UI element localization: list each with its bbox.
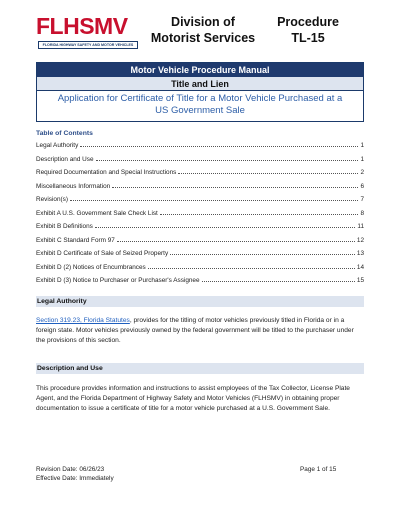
toc-entry-page: 1	[360, 142, 364, 149]
toc-heading: Table of Contents	[36, 130, 93, 137]
page-number: Page 1 of 15	[300, 466, 337, 473]
toc-entry[interactable]	[36, 264, 364, 278]
toc-entry-page: 15	[356, 277, 364, 284]
toc-leader-dots	[148, 268, 355, 269]
toc-leader-dots	[95, 227, 356, 228]
toc-entry-label: Exhibit A U.S. Government Sale Check List	[36, 209, 158, 217]
toc-entry[interactable]	[36, 223, 364, 237]
toc-entry[interactable]	[36, 169, 364, 183]
document-title: Application for Certificate of Title for a Motor Vehicle Purchased at a US Government Sale	[37, 91, 363, 121]
toc-entry-page: 12	[356, 236, 364, 244]
procedure-heading	[276, 14, 340, 46]
toc-entry[interactable]	[36, 250, 364, 264]
toc-entry-label: Legal Authority	[36, 142, 79, 149]
toc-entry-page: 14	[356, 263, 364, 271]
toc-entry-page: 13	[356, 250, 364, 257]
toc-leader-dots	[202, 281, 355, 282]
section-title: Title and Lien	[37, 77, 363, 91]
effective-date: Effective Date: Immediately	[36, 475, 114, 482]
toc-entry-label: Description and Use	[36, 155, 94, 163]
toc-leader-dots	[112, 187, 358, 188]
toc-entry[interactable]	[36, 156, 364, 170]
revision-date: Revision Date: 06/26/23	[36, 466, 105, 473]
toc-entry-label: Exhibit D (3) Notice to Purchaser or Purchaser's Assignee	[36, 277, 200, 284]
toc-leader-dots	[170, 254, 355, 255]
toc-entry-page: 6	[360, 182, 364, 190]
toc-entry-page: 11	[357, 223, 364, 230]
toc-entry-page: 8	[360, 209, 364, 217]
toc-entry-label: Exhibit C Standard Form 97	[36, 236, 115, 244]
legal-authority-text: , provides for the titling of motor vehicles previously titled in Florida or in a foreign state. Motor vehicles previously owned by the federal government will be titled to the purchaser under the provisions of this section.	[36, 317, 354, 344]
procedure-line2: TL-15	[291, 31, 325, 45]
division-line2: Motorist Services	[150, 31, 256, 45]
toc-entry[interactable]	[36, 142, 364, 156]
footer-dates	[36, 465, 114, 483]
toc-leader-dots	[117, 241, 355, 242]
toc-entry[interactable]	[36, 277, 364, 291]
procedure-line1: Procedure	[277, 15, 339, 29]
toc-entry-label: Exhibit D Certificate of Sale of Seized Property	[36, 250, 169, 257]
toc-leader-dots	[80, 146, 358, 147]
legal-authority-paragraph	[36, 316, 364, 346]
logo-tagline: FLORIDA HIGHWAY SAFETY AND MOTOR VEHICLES	[38, 41, 138, 49]
toc-leader-dots	[178, 173, 358, 174]
flhsmv-logo	[36, 14, 140, 52]
toc-entry-label: Exhibit D (2) Notices of Encumbrances	[36, 263, 146, 271]
toc-entry-page: 7	[360, 196, 364, 203]
toc-entry[interactable]	[36, 237, 364, 251]
toc-entry-label: Required Documentation and Special Instructions	[36, 169, 177, 176]
toc-entry[interactable]	[36, 183, 364, 197]
description-heading: Description and Use	[36, 363, 364, 374]
legal-authority-heading: Legal Authority	[36, 296, 364, 307]
toc-leader-dots	[96, 160, 359, 161]
toc-entry[interactable]	[36, 210, 364, 224]
toc-entry-label: Exhibit B Definitions	[36, 223, 93, 230]
manual-title: Motor Vehicle Procedure Manual	[37, 63, 363, 77]
toc-entry-page: 2	[360, 169, 364, 176]
table-of-contents	[36, 142, 364, 291]
toc-entry-label: Revision(s)	[36, 196, 68, 203]
toc-entry[interactable]	[36, 196, 364, 210]
logo-wordmark: FLHSMV	[36, 13, 128, 39]
toc-entry-label: Miscellaneous Information	[36, 182, 111, 190]
description-paragraph: This procedure provides information and instructions to assist employees of the Tax Collector, License Plate Agent, and the Florida Department of Highway Safety and Motor Vehicles (FLHSMV) in obtaining proper documentation to issue a certificate of title for a motor vehicle purchased at a U.S. Government Sale.	[36, 385, 350, 412]
toc-leader-dots	[70, 200, 358, 201]
toc-leader-dots	[160, 214, 359, 215]
statute-link[interactable]: Section 319.23, Florida Statutes	[36, 317, 130, 324]
division-line1: Division of	[171, 15, 235, 29]
toc-entry-page: 1	[360, 155, 364, 163]
division-heading	[148, 14, 258, 46]
title-box	[36, 62, 364, 122]
